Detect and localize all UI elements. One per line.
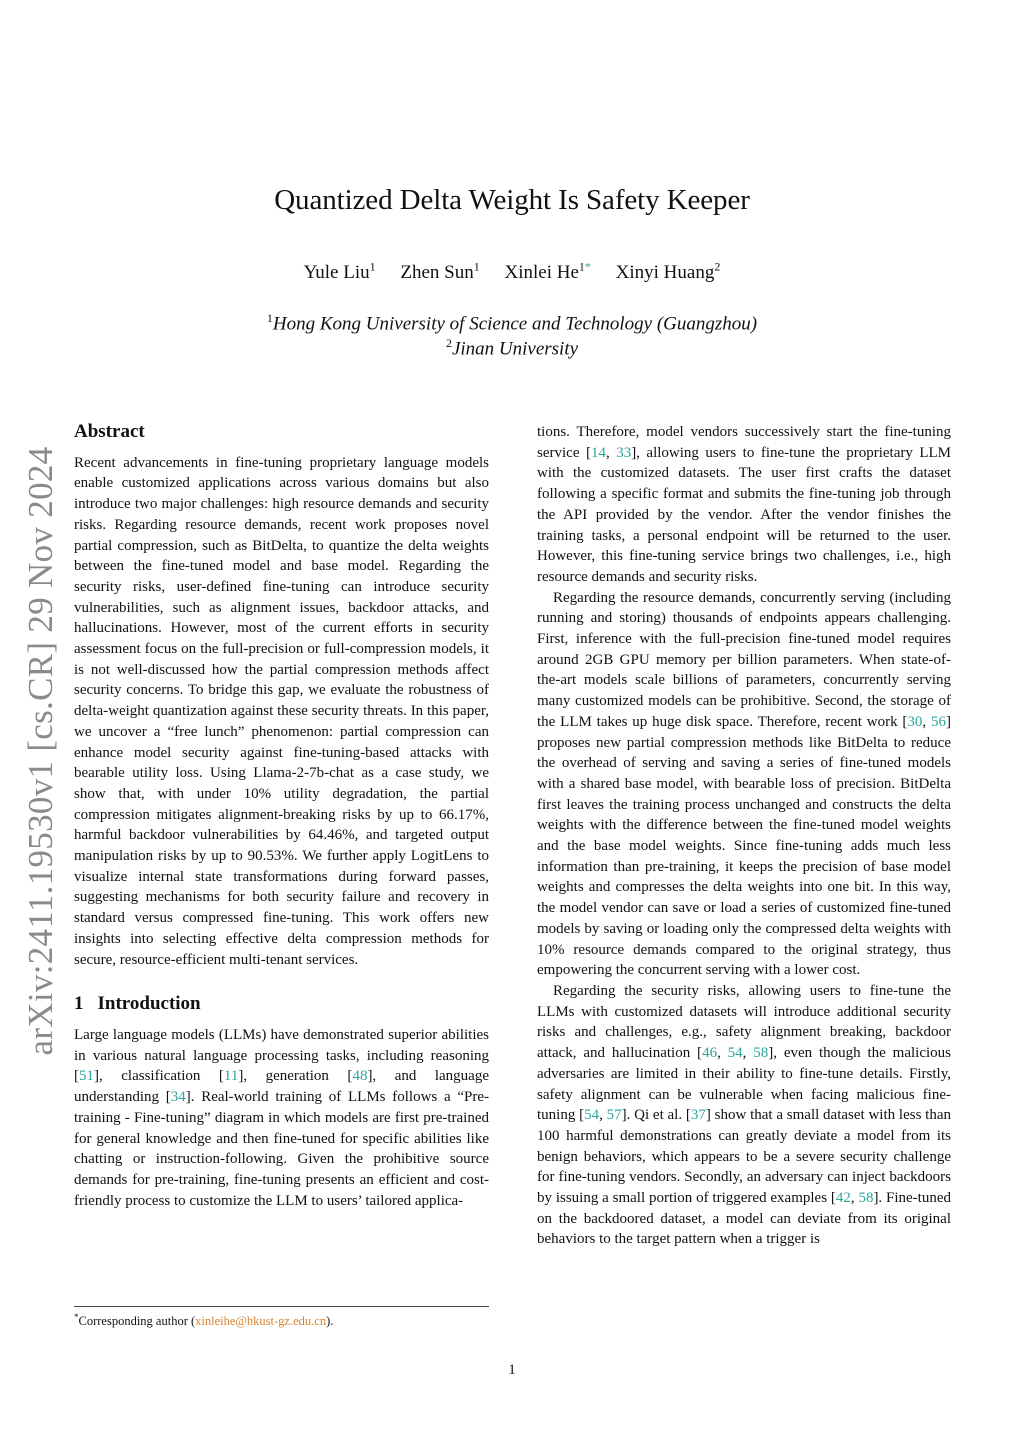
section-heading-introduction: 1 Introduction [74,993,201,1015]
citation-link[interactable]: 34 [170,1089,186,1106]
page-number: 1 [508,1362,516,1378]
text-run: , [922,713,932,730]
text-run: , [850,1190,859,1207]
text-run: Regarding the security risks, allowing users to fine-tune the LLMs with customized datasets will introduce additional security risks and challenges, e.g., safety alignment breaking, backdoor attack, and hallucination [ [537,982,951,1062]
arxiv-sidebar-stamp [14,446,68,1056]
text-run: ]. Fine-tuned on the backdoored dataset, a model can deviate from its original behaviors to the target pattern when a trigger is [537,1190,951,1248]
text-run: , [605,444,617,461]
arxiv-identifier: arXiv:2411.19530v1 [cs.CR] 29 Nov 2024 [21,446,60,1056]
footnote: *Corresponding author (xinleihe@hkust-gz.edu.cn). [74,1306,489,1329]
affiliation: $^2$Jinan University [445,336,579,360]
author: Zhen Sun$^1$ [400,260,480,284]
paper-title: Quantized Delta Weight Is Safety Keeper [274,184,750,216]
citation-link[interactable]: 48 [352,1068,368,1085]
text-run: ]. Real-world training of LLMs follows a “Pre-training - Fine-tuning” diagram in which models are first pre-trained for general knowledge and then fine-tuned for specific abilities like chatting or instruction-following. Given the prohibitive source demands for pre-training, fine-tuning presents an efficient and cost-friendly process to customize the LLM to users’ tailored applica- [74,1089,489,1209]
text-run: , [742,1045,754,1062]
author: Xinyi Huang$^2$ [615,260,721,284]
affiliation: $^1$Hong Kong University of Science and Technology (Guangzhou) [266,311,758,335]
corresponding-author-mark[interactable]: * [584,260,591,274]
text-run: Regarding the resource demands, concurrently serving (including running and storing) thousands of endpoints appears challenging. First, inference with the full-precision fine-tuned model requires around 2GB GPU memory per billion parameters. When state-of-the-art models scale billions of parameters, concurrently serving many customized models can be prohibitive. Second, the storage of the LLM takes up huge disk space. Therefore, recent work [ [537,589,951,730]
author: Xinlei $He^{1*}$ [504,260,591,284]
citation-link[interactable]: 58 [753,1045,769,1062]
citation-link[interactable]: 54 [584,1107,600,1124]
intro-paragraph [74,1025,489,1211]
text-run: ], generation [ [238,1068,353,1085]
citation-link[interactable]: 54 [727,1045,743,1062]
citation-link[interactable]: 42 [835,1190,851,1207]
text-run: ], classification [ [94,1068,224,1085]
text-run: ], even though the malicious adversaries are limited in their ability to fine-tune details. Firstly, safety alignment can be vulnerable when facing malicious fine-tuning [ [537,1045,951,1124]
text-run: tions. Therefore, model vendors successively start the fine-tuning service [ [537,424,951,461]
citation-link[interactable]: 57 [606,1107,622,1124]
author: Yule Liu$^1$ [303,260,376,284]
intro-paragraph [537,588,951,981]
text-run: ] proposes new partial compression methods like BitDelta to reduce the overhead of serving and saving a series of fine-tuned models with a shared base model, with bearable loss of precision. BitDelta first leaves the training process unchanged and constructs the delta weights with the difference between the fine-tuned model weights and the base model weights. Since fine-tuning adds much less information than pre-training, it keeps the precision of base model weights and compresses the delta weights into one bit. In this way, the model vendor can save or load a series of customized fine-tuned models by saving or loading only the compressed delta weights with 10% resource demands compared to the original strategy, thus empowering the concurrent serving with a lower cost. [537,713,952,979]
citation-link[interactable]: 14 [590,444,606,461]
citation-link[interactable]: 33 [616,444,632,461]
text-run: ] show that a small dataset with less than 100 harmful demonstrations can greatly deviate a model from its benign behaviors, which appears to be a severe security challenge for fine-tuning vendors. Secondly, an adversary can inject backdoors by issuing a small portion of triggered examples [ [537,1107,952,1207]
citation-link[interactable]: 56 [931,713,947,730]
intro-paragraph [537,422,951,588]
abstract-heading: Abstract [74,421,145,442]
right-column [537,422,951,1250]
text-run: ]. Qi et al. [ [621,1107,691,1124]
author-list [0,260,1024,284]
text-run: , [599,1107,607,1124]
text-run: ], allowing users to fine-tune the proprietary LLM with the customized datasets. The user first crafts the dataset following a specific format and submits the fine-tuning job through the API provided by the vendor. After the vendor finishes the training tasks, a personal endpoint will be returned to the user. However, this fine-tuning service brings two challenges, i.e., high resource demands and security risks. [537,444,952,585]
intro-paragraph [537,981,951,1250]
text-run: ], and language understanding [ [74,1068,490,1106]
citation-link[interactable]: 51 [79,1068,94,1085]
text-run: Large language models (LLMs) have demonstrated superior abilities in various natural language processing tasks, including reasoning [ [74,1026,489,1085]
left-column [74,422,489,1211]
citation-link[interactable]: 58 [858,1190,874,1207]
text-run: , [717,1045,728,1062]
citation-link[interactable]: 30 [907,713,923,730]
citation-link[interactable]: 11 [223,1068,239,1085]
email-link[interactable]: xinleihe@hkust-gz.edu.cn [195,1314,327,1329]
citation-link[interactable]: 37 [690,1107,706,1124]
citation-link[interactable]: 46 [702,1045,718,1062]
abstract-body: Recent advancements in fine-tuning proprietary language models enable customized applications across various domains but also introduce two major challenges: high resource demands and security risks. Regarding resource demands, recent work proposes novel partial compression, such as BitDelta, to quantize the delta weights between the fine-tuned model and base model. Regarding the security risks, user-defined fine-tuning can introduce security vulnerabilities, such as alignment issues, backdoor attacks, and hallucinations. However, most of the current efforts in security assessment focus on the full-precision or full-compression models, it is not well-discussed how the partial compression methods affect security concerns. To bridge this gap, we evaluate the robustness of delta-weight quantization against these security threats. In this paper, we uncover a “free lunch” phenomenon: partial compression can enhance model security against fine-tuning-based attacks with bearable utility loss. Using Llama-2-7b-chat as a case study, we show that, with under 10% utility degradation, the partial compression mitigates alignment-breaking risks by up to 66.17%, harmful backdoor vulnerabilities by 64.46%, and targeted output manipulation risks by up to 90.53%. We further apply LogitLens to visualize internal state transformations during forward passes, suggesting mechanisms for both security failure and recovery in standard versus compressed fine-tuning. This work offers new insights into selecting effective delta compression methods for secure, resource-efficient multi-tenant services. [74,454,489,968]
